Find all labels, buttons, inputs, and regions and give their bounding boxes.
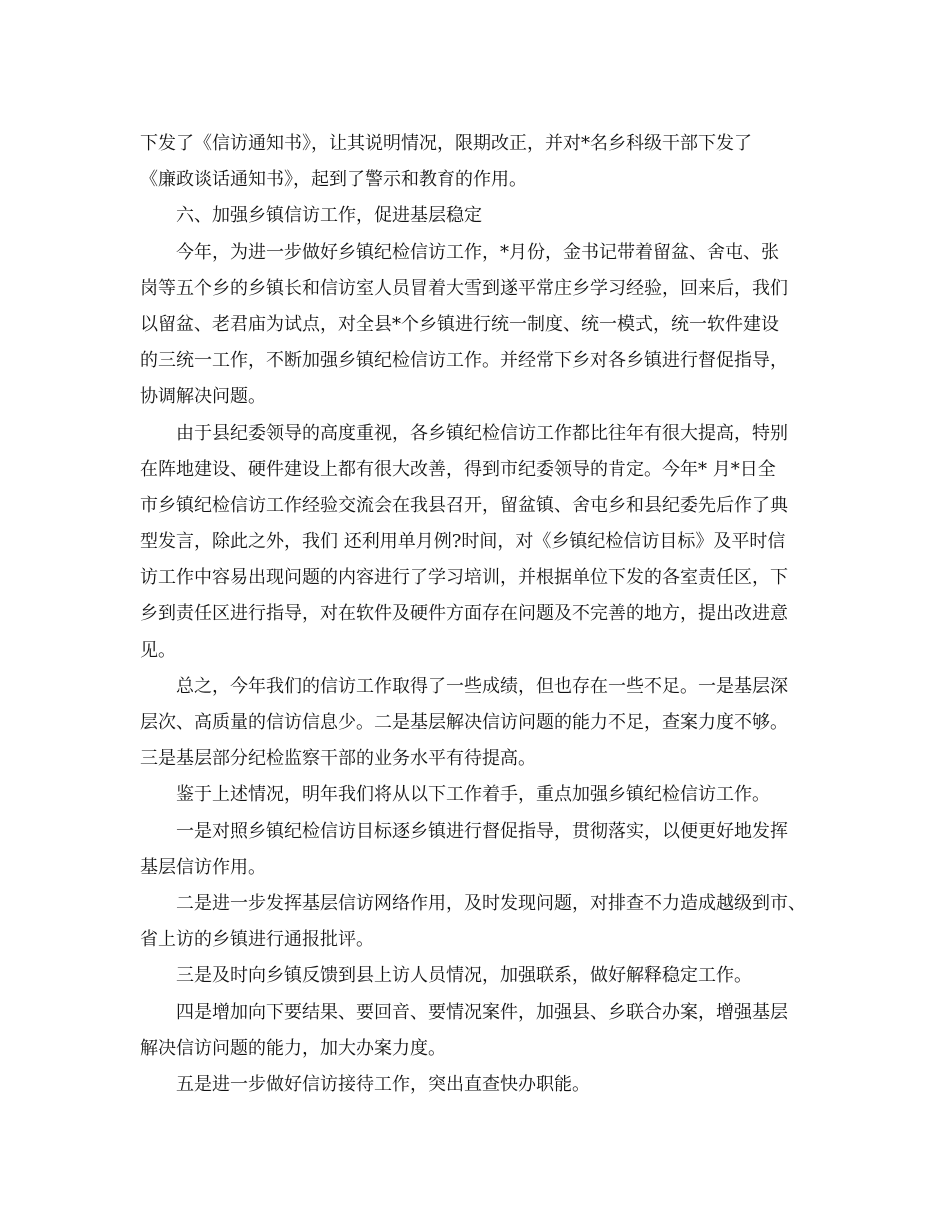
text-line: 二是进一步发挥基层信访网络作用，及时发现问题，对排查不力造成越级到市、: [176, 892, 806, 914]
text-line: 由于县纪委领导的高度重视，各乡镇纪检信访工作都比往年有很大提高，特别: [176, 422, 788, 444]
text-line: 三是基层部分纪检监察干部的业务水平有待提高。: [140, 748, 536, 770]
text-line: 协调解决问题。: [140, 386, 266, 408]
text-line: 鉴于上述情况，明年我们将从以下工作着手，重点加强乡镇纪检信访工作。: [176, 784, 770, 806]
text-line: 在阵地建设、硬件建设上都有很大改善，得到市纪委领导的肯定。今年* 月*日全: [140, 458, 776, 480]
text-line: 一是对照乡镇纪检信访目标逐乡镇进行督促指导，贯彻落实，以便更好地发挥: [176, 820, 788, 842]
text-line: 市乡镇纪检信访工作经验交流会在我县召开，留盆镇、舍屯乡和县纪委先后作了典: [140, 494, 788, 516]
text-line: 省上访的乡镇进行通报批评。: [140, 929, 374, 951]
text-line: 访工作中容易出现问题的内容进行了学习培训，并根据单位下发的各室责任区，下: [140, 567, 788, 589]
text-line: 五是进一步做好信访接待工作，突出直查快办职能。: [176, 1073, 590, 1095]
text-line: 六、加强乡镇信访工作，促进基层稳定: [176, 205, 482, 227]
text-line: 基层信访作用。: [140, 856, 266, 878]
text-line: 下发了《信访通知书》，让其说明情况，限期改正，并对*名乡科级干部下发了: [140, 133, 752, 154]
text-line: 四是增加向下要结果、要回音、要情况案件，加强县、乡联合办案，增强基层: [176, 1001, 788, 1023]
text-line: 《廉政谈话通知书》，起到了警示和教育的作用。: [140, 169, 527, 191]
text-line: 层次、高质量的信访信息少。二是基层解决信访问题的能力不足，查案力度不够。: [140, 712, 788, 733]
text-line: 今年，为进一步做好乡镇纪检信访工作，*月份，金书记带着留盆、舍屯、张: [176, 241, 779, 263]
text-line: 以留盆、老君庙为试点，对全县*个乡镇进行统一制度、统一模式，统一软件建设: [140, 313, 779, 335]
document-body: [140, 126, 820, 1103]
text-line: 解决信访问题的能力，加大办案力度。: [140, 1037, 446, 1059]
text-line: 型发言，除此之外，我们 还利用单月例?时间，对《乡镇纪检信访目标》及平时信: [140, 531, 786, 553]
text-line: 的三统一工作，不断加强乡镇纪检信访工作。并经常下乡对各乡镇进行督促指导，: [140, 350, 788, 372]
text-line: 乡到责任区进行指导，对在软件及硬件方面存在问题及不完善的地方，提出改进意: [140, 603, 788, 625]
text-line: 三是及时向乡镇反馈到县上访人员情况，加强联系，做好解释稳定工作。: [176, 965, 752, 987]
text-line: 岗等五个乡的乡镇长和信访室人员冒着大雪到遂平常庄乡学习经验，回来后，我们: [140, 277, 788, 299]
text-line: 总之，今年我们的信访工作取得了一些成绩，但也存在一些不足。一是基层深: [176, 675, 788, 697]
text-line: 见。: [140, 639, 176, 661]
